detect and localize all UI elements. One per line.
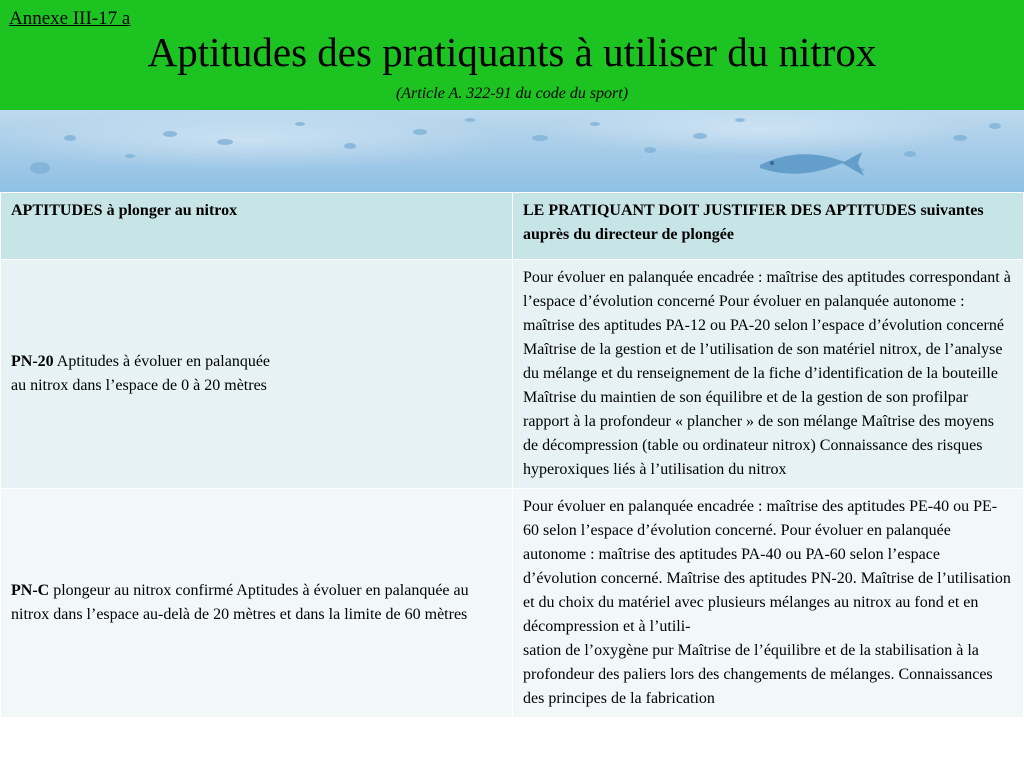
underwater-fish-image [0,110,1024,192]
aptitude-description: Aptitudes à évoluer en palanquée [53,353,271,370]
justification-cell: Pour évoluer en palanquée encadrée : maîtrise des aptitudes correspondant à l’espace d’évolution concerné Pour évoluer en palanquée autonome : maîtrise des aptitudes PA-12 ou PA-20 selon l’espace d’évolution concerné Maîtrise de la gestion et de l’utilisation de son matériel nitrox, de l’analyse du mélange et du renseignement de la fiche d’identification de la bouteille Maîtrise du maintien de son équilibre et de la gestion de son profilpar rapport à la profondeur « plancher » de son mélange Maîtrise des moyens de décompression (table ou ordinateur nitrox) Connaissance des risques hyperoxiques liés à l’utilisation du nitrox [513,260,1024,489]
justification-text-continued: sation de l’oxygène pur Maîtrise de l’équilibre et de la stabilisation à la profondeur des paliers lors des changements de mélanges. Connaissances des principes de la fabrication [523,642,993,707]
column-header-aptitudes: APTITUDES à plonger au nitrox [1,193,513,260]
fish-illustration [0,110,1024,192]
page-title: Aptitudes des pratiquants à utiliser du nitrox [147,29,877,75]
table-header-row [1,193,1024,260]
aptitude-cell [1,489,513,718]
page-subtitle: (Article A. 322-91 du code du sport) [395,85,629,102]
aptitude-code: PN-20 [11,353,54,370]
aptitudes-table [0,192,1024,718]
table-row [1,260,1024,489]
justification-text: Pour évoluer en palanquée encadrée : maîtrise des aptitudes PE-40 ou PE-60 selon l’espace d’évolution concerné. Pour évoluer en palanquée autonome : maîtrise des aptitudes PA-40 ou PA-60 selon l’espace d’évolution concerné. Maîtrise des aptitudes PN-20. Maîtrise de l’utilisation et du choix du matériel avec plusieurs mélanges au nitrox au fond et en décompression et à l’utili- [523,498,1011,635]
annex-reference: Annexe III-17 a [9,8,131,29]
aptitude-description-continued: au nitrox dans l’espace de 0 à 20 mètres [11,377,267,394]
aptitude-cell [1,260,513,489]
aptitude-description: plongeur au nitrox confirmé Aptitudes à évoluer en palanquée au nitrox dans l’espace au-delà de 20 mètres et dans la limite de 60 mètres [11,582,469,623]
column-header-justification: LE PRATIQUANT DOIT JUSTIFIER DES APTITUDES suivantes auprès du directeur de plongée [513,193,1024,260]
title-banner [0,0,1024,110]
table-row [1,489,1024,718]
justification-cell [513,489,1024,718]
aptitude-code: PN-C [11,582,50,599]
